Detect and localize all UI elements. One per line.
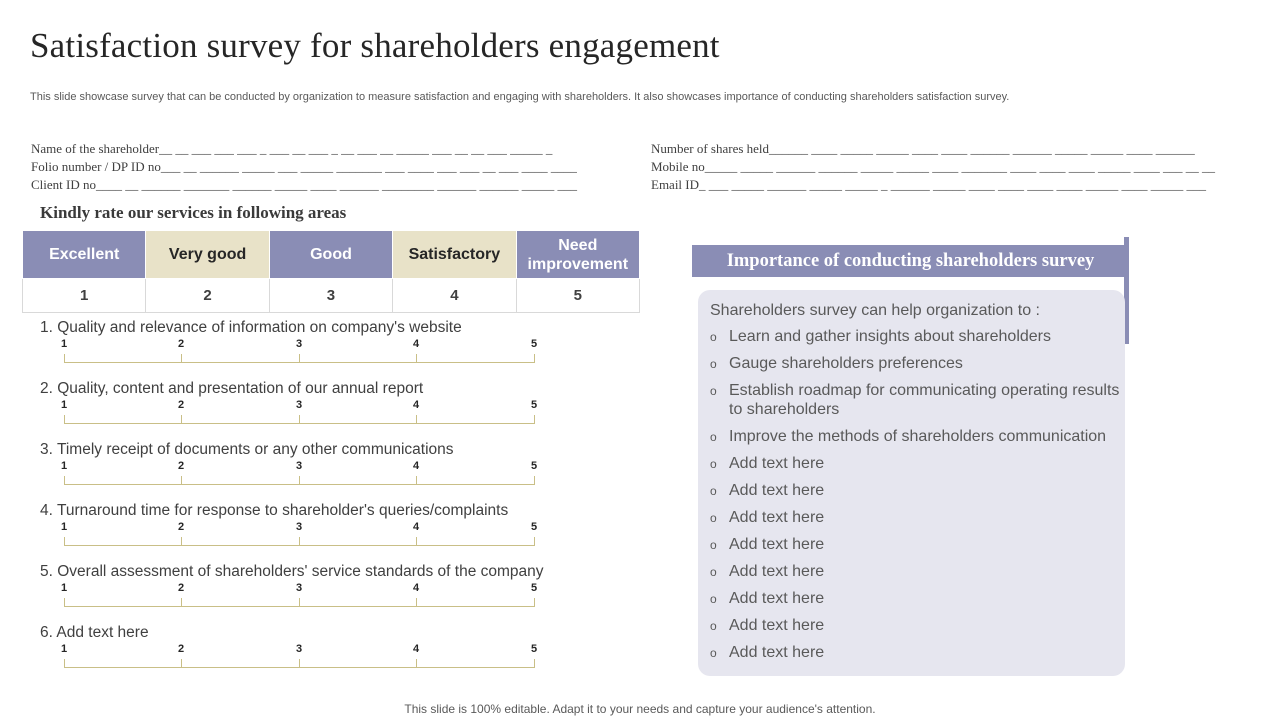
rating-tick-labels: [40, 582, 600, 594]
circle-bullet-icon: o: [710, 430, 717, 444]
rating-tick-label: 2: [177, 643, 185, 655]
survey-question: [40, 318, 600, 364]
rating-tick-label: 2: [177, 460, 185, 472]
rating-scale-tick[interactable]: [181, 476, 182, 485]
scale-label-satisfactory: Satisfactory: [393, 231, 516, 279]
rating-tick-labels: [40, 460, 600, 472]
circle-bullet-icon: o: [710, 330, 717, 344]
rating-scale-tick[interactable]: [534, 415, 535, 424]
rating-tick-label: 3: [295, 582, 303, 594]
rating-tick-labels: [40, 338, 600, 350]
importance-item-text: Add text here: [729, 617, 825, 634]
importance-item: [710, 508, 1120, 527]
rating-scale-tick[interactable]: [534, 537, 535, 546]
rating-scale-line[interactable]: [40, 655, 600, 669]
slide-subtitle: This slide showcase survey that can be conducted by organization to measure satisfaction and engaging with shareholders. It also showcases importance of conducting shareholders satisfaction survey.: [30, 91, 1010, 103]
rating-tick-label: 3: [295, 399, 303, 411]
survey-question: [40, 623, 600, 669]
rating-tick-label: 3: [295, 643, 303, 655]
scale-label-very-good: Very good: [146, 231, 269, 279]
rating-scale-line[interactable]: [40, 594, 600, 608]
rating-scale-tick[interactable]: [64, 476, 65, 485]
rating-tick-label: 4: [412, 338, 420, 350]
circle-bullet-icon: o: [710, 511, 717, 525]
importance-item: [710, 616, 1120, 635]
circle-bullet-icon: o: [710, 619, 717, 633]
rating-scale-tick[interactable]: [416, 537, 417, 546]
rating-scale-tick[interactable]: [299, 659, 300, 668]
importance-title: Importance of conducting shareholders survey: [692, 245, 1129, 277]
importance-item-text: Add text here: [729, 509, 825, 526]
circle-bullet-icon: o: [710, 646, 717, 660]
rating-tick-label: 4: [412, 643, 420, 655]
question-label: 3. Timely receipt of documents or any other communications: [40, 441, 454, 458]
rating-scale-tick[interactable]: [181, 415, 182, 424]
rating-tick-label: 5: [530, 643, 538, 655]
rating-scale-line[interactable]: [40, 533, 600, 547]
slide-footer: This slide is 100% editable. Adapt it to your needs and capture your audience's attention.: [404, 702, 876, 716]
importance-item: [710, 562, 1120, 581]
circle-bullet-icon: o: [710, 457, 717, 471]
importance-item-text: Add text here: [729, 644, 825, 661]
scale-value: 1: [23, 279, 146, 313]
survey-question: [40, 440, 600, 486]
rating-tick-label: 5: [530, 582, 538, 594]
scale-label-good: Good: [269, 231, 392, 279]
scale-label-need-improvement: Need improvement: [516, 231, 639, 279]
rating-tick-label: 2: [177, 582, 185, 594]
rating-tick-label: 4: [412, 521, 420, 533]
rating-scale-tick[interactable]: [181, 598, 182, 607]
importance-item: [710, 589, 1120, 608]
importance-item-text: Add text here: [729, 455, 825, 472]
rating-scale-tick[interactable]: [64, 537, 65, 546]
importance-item: [710, 381, 1120, 419]
rating-scale-tick[interactable]: [64, 354, 65, 363]
rating-tick-label: 2: [177, 521, 185, 533]
rating-tick-label: 3: [295, 521, 303, 533]
rating-scale-tick[interactable]: [299, 354, 300, 363]
rating-tick-label: 4: [412, 582, 420, 594]
survey-question: [40, 379, 600, 425]
rating-tick-label: 2: [177, 338, 185, 350]
circle-bullet-icon: o: [710, 357, 717, 371]
rating-scale-tick[interactable]: [416, 354, 417, 363]
scale-value: 2: [146, 279, 269, 313]
slide-title: Satisfaction survey for shareholders engagement: [30, 26, 720, 65]
field-email-id[interactable]: Email ID_ ___ _____ ______ _____ _____ _ ______ _____ ____ ____ ____ ____ _____ ____ _____ ___: [651, 177, 1207, 192]
importance-item: [710, 427, 1120, 446]
rating-scale-tick[interactable]: [416, 659, 417, 668]
rating-scale-line[interactable]: [40, 411, 600, 425]
rating-scale-tick[interactable]: [416, 598, 417, 607]
importance-item-text: Add text here: [729, 590, 825, 607]
importance-list: [710, 327, 1120, 670]
question-label: 1. Quality and relevance of information on company's website: [40, 319, 462, 336]
rating-scale-tick[interactable]: [181, 659, 182, 668]
importance-item-text: Learn and gather insights about shareholders: [729, 328, 1051, 345]
rating-tick-label: 1: [60, 643, 68, 655]
rating-tick-labels: [40, 521, 600, 533]
rating-scale-tick[interactable]: [181, 354, 182, 363]
rating-scale-tick[interactable]: [299, 476, 300, 485]
importance-item-text: Establish roadmap for communicating operating results to shareholders: [729, 382, 1120, 418]
rating-scale-tick[interactable]: [416, 415, 417, 424]
circle-bullet-icon: o: [710, 484, 717, 498]
importance-item-text: Add text here: [729, 482, 825, 499]
importance-item-text: Gauge shareholders preferences: [729, 355, 963, 372]
field-mobile-no[interactable]: Mobile no_____ _____ ______ ______ _____ _____ ____ _______ ____ ____ ____ _____ ____ ___ __ __: [651, 159, 1216, 174]
rating-tick-label: 4: [412, 399, 420, 411]
importance-item: [710, 454, 1120, 473]
rating-scale-tick[interactable]: [534, 476, 535, 485]
importance-item: [710, 327, 1120, 346]
rating-tick-label: 5: [530, 460, 538, 472]
importance-item: [710, 643, 1120, 662]
survey-question: [40, 562, 600, 608]
rating-tick-label: 1: [60, 582, 68, 594]
shareholder-details-right: [651, 140, 1246, 194]
rating-tick-label: 3: [295, 338, 303, 350]
rating-tick-label: 1: [60, 399, 68, 411]
importance-item: [710, 481, 1120, 500]
question-label: 4. Turnaround time for response to shareholder's queries/complaints: [40, 502, 509, 519]
rating-tick-label: 2: [177, 399, 185, 411]
question-label: 5. Overall assessment of shareholders' service standards of the company: [40, 563, 544, 580]
rating-scale-tick[interactable]: [181, 537, 182, 546]
scale-value: 3: [269, 279, 392, 313]
rating-tick-label: 1: [60, 521, 68, 533]
scale-value: 4: [393, 279, 516, 313]
rating-scale-table: [22, 230, 640, 313]
shareholder-details-left: [31, 140, 631, 194]
importance-item-text: Add text here: [729, 563, 825, 580]
rating-scale-line[interactable]: [40, 472, 600, 486]
rating-tick-label: 5: [530, 399, 538, 411]
rating-tick-labels: [40, 399, 600, 411]
rating-scale-tick[interactable]: [299, 415, 300, 424]
question-label: 2. Quality, content and presentation of our annual report: [40, 380, 424, 397]
rating-tick-label: 5: [530, 521, 538, 533]
rating-scale-tick[interactable]: [534, 598, 535, 607]
rating-scale-tick[interactable]: [534, 354, 535, 363]
scale-label-excellent: Excellent: [23, 231, 146, 279]
circle-bullet-icon: o: [710, 592, 717, 606]
field-client-id[interactable]: Client ID no____ __ ______ _______ ______ _____ ____ ______ ________ ______ ______ _____ ___: [31, 177, 577, 192]
rating-tick-label: 3: [295, 460, 303, 472]
importance-intro: Shareholders survey can help organization to :: [710, 302, 1040, 319]
rating-tick-label: 1: [60, 338, 68, 350]
field-folio-number[interactable]: Folio number / DP ID no___ __ ______ _____ ___ _____ _______ ___ ____ ___ ___ __ ___ ____ ____: [31, 159, 577, 174]
question-label: 6. Add text here: [40, 624, 149, 641]
importance-item: [710, 535, 1120, 554]
rating-heading: Kindly rate our services in following areas: [40, 203, 347, 222]
rating-tick-label: 1: [60, 460, 68, 472]
field-shares-held[interactable]: Number of shares held______ ____ _____ _____ ____ ____ ______ ______ _____ _____ ____ ______: [651, 141, 1195, 156]
importance-item-text: Improve the methods of shareholders communication: [729, 428, 1107, 445]
rating-tick-label: 5: [530, 338, 538, 350]
rating-scale-tick[interactable]: [64, 415, 65, 424]
rating-scale-tick[interactable]: [534, 659, 535, 668]
rating-scale-tick[interactable]: [64, 598, 65, 607]
rating-scale-tick[interactable]: [416, 476, 417, 485]
circle-bullet-icon: o: [710, 384, 717, 398]
rating-tick-label: 4: [412, 460, 420, 472]
rating-scale-line[interactable]: [40, 350, 600, 364]
circle-bullet-icon: o: [710, 538, 717, 552]
rating-scale-tick[interactable]: [299, 537, 300, 546]
circle-bullet-icon: o: [710, 565, 717, 579]
scale-value: 5: [516, 279, 639, 313]
field-shareholder-name[interactable]: Name of the shareholder__ __ ___ ___ ___ _ ___ __ ___ _ __ ___ __ _____ ___ __ __ ___ _____ _: [31, 141, 553, 156]
rating-tick-labels: [40, 643, 600, 655]
survey-question: [40, 501, 600, 547]
importance-item: [710, 354, 1120, 373]
rating-scale-tick[interactable]: [64, 659, 65, 668]
importance-item-text: Add text here: [729, 536, 825, 553]
importance-panel: [698, 290, 1125, 676]
rating-scale-tick[interactable]: [299, 598, 300, 607]
